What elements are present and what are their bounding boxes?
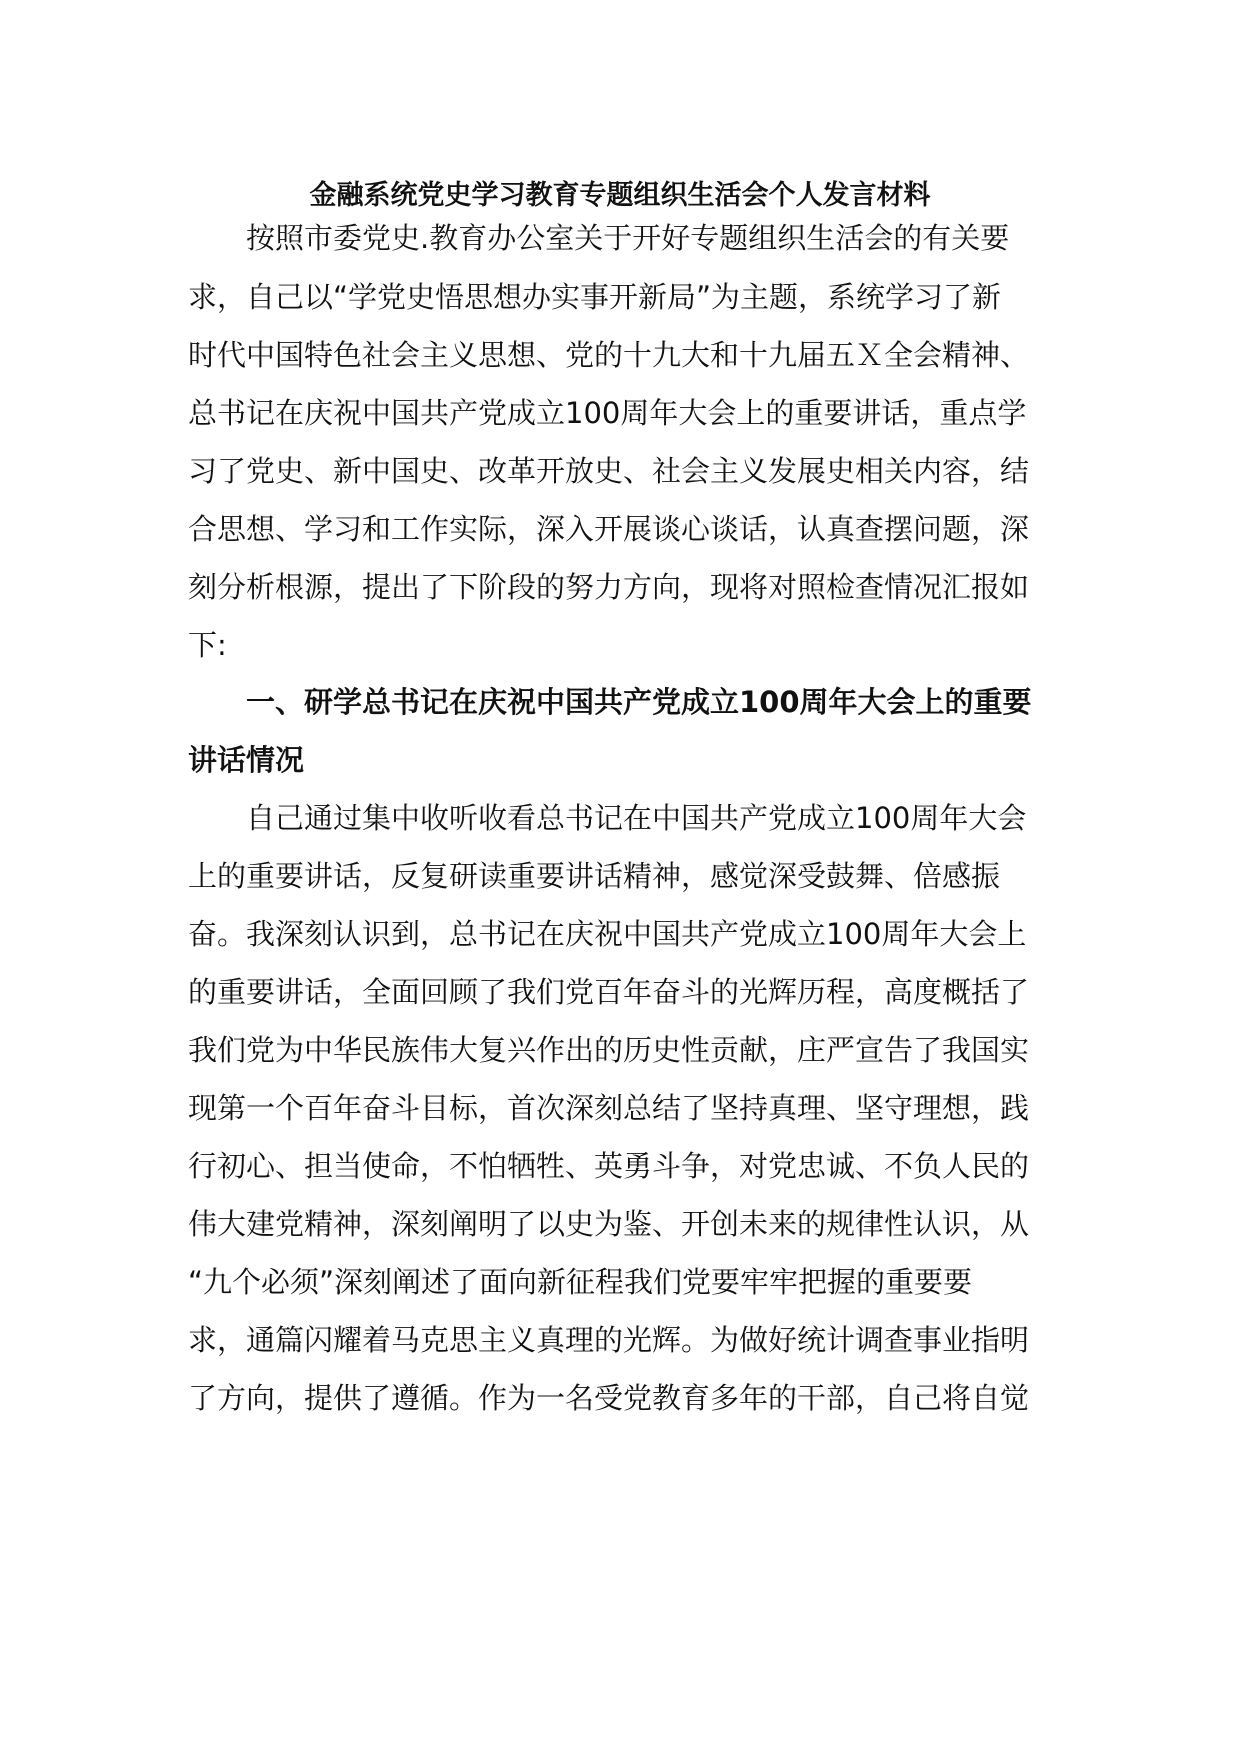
intro-line: 按照市委党史.教育办公室关于开好专题组织生活会的有关要 [246, 221, 1010, 255]
intro-line: 习了党史、新中国史、改革开放史、社会主义发展史相关内容，结 [188, 454, 1030, 488]
intro-line: 合思想、学习和工作实际，深入开展谈心谈话，认真查摆问题，深 [188, 512, 1030, 546]
body-line: 伟大建党精神，深刻阐明了以史为鉴、开创未来的规律性认识，从 [188, 1207, 1030, 1241]
intro-line: 下: [188, 628, 227, 662]
intro-line: 刻分析根源，提出了下阶段的努力方向，现将对照检查情况汇报如 [188, 570, 1030, 604]
body-line: 我们党为中华民族伟大复兴作出的历史性贡献，庄严宣告了我国实 [188, 1033, 1030, 1067]
body-line: 行初心、担当使命，不怕牺牲、英勇斗争，对党忠诚、不负人民的 [188, 1149, 1030, 1183]
body-line: 了方向，提供了遵循。作为一名受党教育多年的干部，自己将自觉 [188, 1381, 1030, 1415]
body-line: 自己通过集中收听收看总书记在中国共产党成立100周年大会 [246, 801, 1027, 835]
body-line: “九个必须”深刻阐述了面向新征程我们党要牢牢把握的重要要 [188, 1265, 973, 1299]
intro-line: 时代中国特色社会主义思想、党的十九大和十九届五Ｘ全会精神、 [188, 338, 1030, 372]
document-title: 金融系统党史学习教育专题组织生活会个人发言材料 [309, 180, 931, 211]
section-heading: 一、研学总书记在庆祝中国共产党成立100周年大会上的重要 [246, 685, 1032, 719]
body-line: 奋。我深刻认识到，总书记在庆祝中国共产党成立100周年大会上 [188, 917, 1027, 951]
intro-line: 求，自己以“学党史悟思想办实事开新局”为主题，系统学习了新 [188, 280, 1002, 314]
body-line: 现第一个百年奋斗目标，首次深刻总结了坚持真理、坚守理想，践 [188, 1091, 1030, 1125]
body-line: 求，通篇闪耀着马克思主义真理的光辉。为做好统计调查事业指明 [188, 1323, 1030, 1357]
body-line: 的重要讲话，全面回顾了我们党百年奋斗的光辉历程，高度概括了 [188, 975, 1030, 1009]
intro-line: 总书记在庆祝中国共产党成立100周年大会上的重要讲话，重点学 [188, 396, 1027, 430]
body-line: 上的重要讲话，反复研读重要讲话精神，感觉深受鼓舞、倍感振 [188, 859, 1001, 893]
section-heading: 讲话情况 [188, 743, 305, 777]
